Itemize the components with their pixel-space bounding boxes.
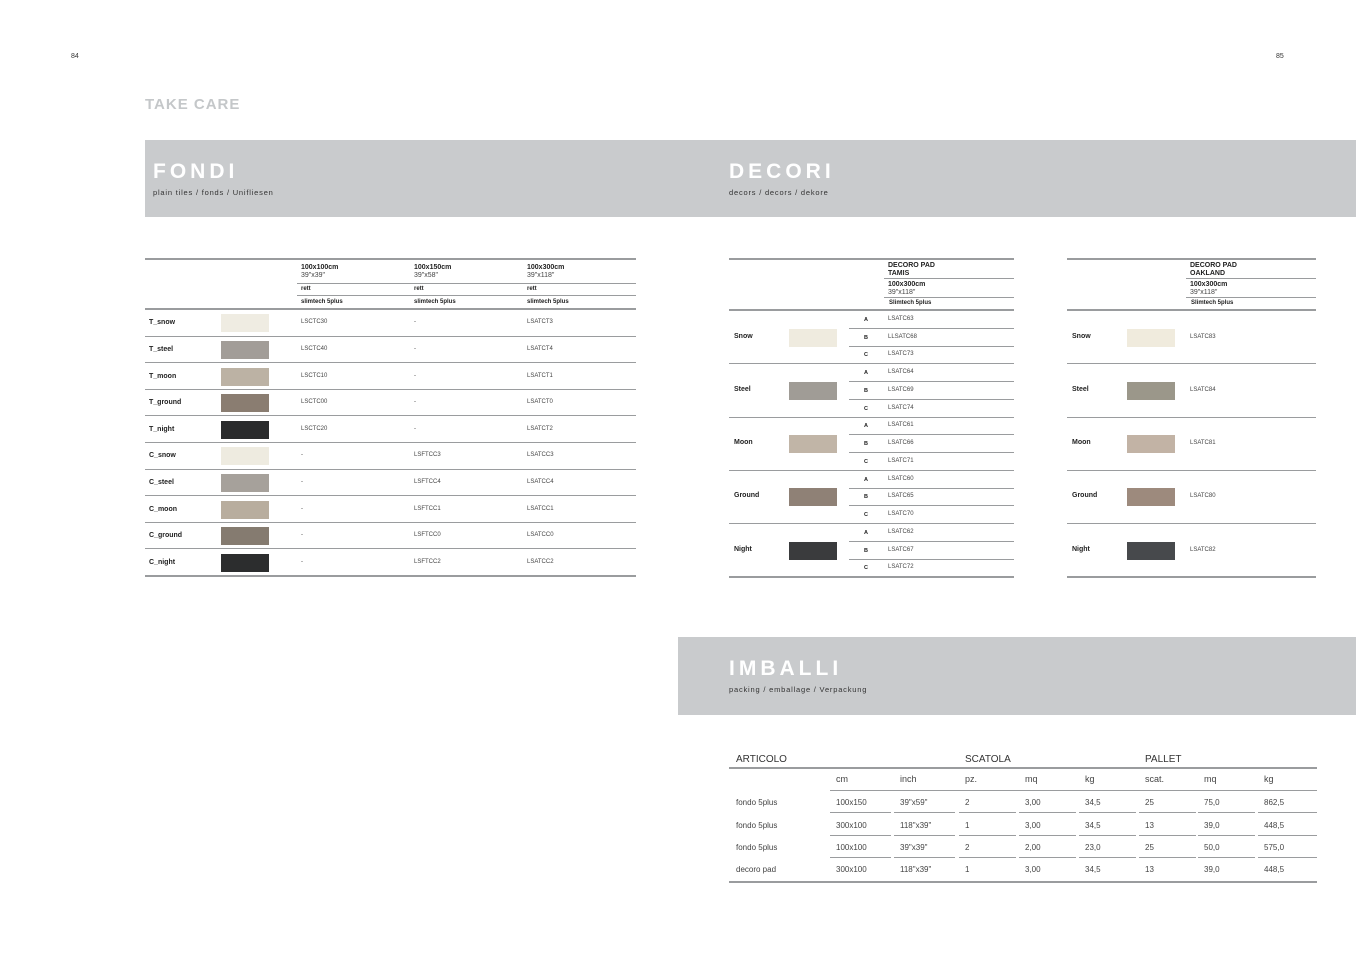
tamis-header-rule (729, 309, 1014, 311)
table-cell: 50,0 (1204, 843, 1220, 852)
table-cell: 300x100 (836, 820, 867, 830)
col-size: 100x150cm (414, 264, 452, 271)
cell-rule (1258, 857, 1317, 858)
row-rule (1067, 470, 1316, 471)
fondi-row-name: T_ground (149, 399, 182, 407)
oakland-row-name: Ground (1072, 492, 1098, 500)
product-code: LSATC84 (1190, 386, 1216, 393)
row-rule (145, 548, 636, 549)
fondi-row-name: T_snow (149, 319, 176, 327)
table-cell: 13 (1145, 820, 1154, 830)
table-cell: 1 (965, 865, 970, 875)
variant-letter: B (864, 334, 868, 341)
table-cell: 23,0 (1085, 843, 1101, 852)
page-number-left: 84 (71, 53, 79, 60)
variant-rule (849, 505, 1014, 506)
variant-letter: B (864, 441, 868, 448)
color-swatch (221, 554, 269, 572)
product-code: LSCTC00 (301, 399, 328, 406)
product-code: LSATCT3 (527, 319, 553, 326)
variant-letter: B (864, 494, 868, 501)
variant-letter: C (864, 405, 868, 412)
oakland-header-rule (1067, 309, 1316, 311)
product-code: LSATC62 (888, 528, 914, 535)
row-rule (145, 522, 636, 523)
fondi-title: FONDI (153, 160, 239, 183)
product-code: - (301, 505, 303, 512)
color-swatch (221, 474, 269, 492)
tamis-group-name: Ground (734, 492, 760, 500)
variant-rule (849, 328, 1014, 329)
color-swatch (221, 501, 269, 519)
cell-rule (1079, 812, 1136, 813)
fondi-subtitle: plain tiles / fonds / Unifliesen (153, 188, 274, 197)
color-swatch (1127, 329, 1175, 347)
product-code: - (414, 319, 416, 326)
fondi-col-header (414, 264, 451, 280)
table-cell: 25 (1145, 843, 1154, 852)
product-code: LSATC61 (888, 422, 914, 429)
row-rule (145, 415, 636, 416)
oakland-size: 100x300cm (1190, 281, 1228, 288)
color-swatch (1127, 542, 1175, 560)
cell-rule (959, 812, 1016, 813)
table-cell: 2,00 (1025, 843, 1041, 852)
product-code: LSATCC2 (527, 558, 554, 565)
tamis-top-rule (729, 258, 1014, 260)
group-rule (729, 417, 1014, 418)
cell-rule (1258, 812, 1317, 813)
color-swatch (789, 382, 837, 400)
product-code: LSATC74 (888, 404, 914, 411)
article-name: decoro pad (736, 865, 777, 875)
product-code: LSATC69 (888, 386, 914, 393)
tamis-size: 100x300cm (888, 281, 926, 288)
col-inch: 39"x58" (414, 272, 439, 279)
product-code: LSATC63 (888, 315, 914, 322)
color-swatch (789, 329, 837, 347)
product-code: LSATC65 (888, 493, 914, 500)
variant-letter: A (864, 316, 868, 323)
cell-rule (894, 857, 955, 858)
color-swatch (221, 527, 269, 545)
product-code: LSATC64 (888, 369, 914, 376)
table-cell: 100x150 (836, 798, 867, 808)
col-type: slimtech 5plus (301, 299, 343, 305)
article-name: fondo 5plus (736, 798, 778, 808)
table-cell: 39"x39" (900, 843, 928, 852)
oakland-rule (1186, 278, 1316, 279)
table-cell: 39,0 (1204, 820, 1220, 830)
group-rule (729, 576, 1014, 578)
oakland-rule (1186, 297, 1316, 298)
oakland-title-2: OAKLAND (1190, 270, 1225, 277)
cell-rule (830, 835, 891, 836)
product-code: - (301, 532, 303, 539)
row-rule (1067, 523, 1316, 524)
column-header: mq (1025, 774, 1038, 784)
tamis-group-name: Snow (734, 332, 753, 340)
column-header: pz. (965, 774, 978, 784)
variant-rule (849, 381, 1014, 382)
col-type: slimtech 5plus (527, 299, 569, 305)
imballi-title: IMBALLI (729, 657, 843, 680)
variant-letter: C (864, 565, 868, 572)
row-rule (145, 495, 636, 496)
variant-letter: C (864, 512, 868, 519)
oakland-row-name: Moon (1072, 439, 1091, 447)
product-code: LSCTC30 (301, 319, 328, 326)
fondi-header-rule (145, 308, 636, 310)
table-cell: 118"x39" (900, 820, 932, 830)
product-code: LSATCC4 (527, 478, 554, 485)
brand-heading: TAKE CARE (145, 96, 241, 113)
tamis-group-name: Night (734, 545, 752, 553)
oakland-inch: 39"x118" (1190, 289, 1218, 296)
product-code: - (301, 558, 303, 565)
fondi-row-name: T_moon (149, 372, 177, 380)
table-cell: 39"x59" (900, 798, 928, 808)
variant-rule (849, 434, 1014, 435)
variant-rule (849, 452, 1014, 453)
table-cell: 448,5 (1264, 820, 1285, 830)
col-type: slimtech 5plus (414, 299, 456, 305)
row-rule (145, 575, 636, 577)
product-code: - (414, 399, 416, 406)
col-inch: 39"x118" (527, 272, 555, 279)
cell-rule (1079, 857, 1136, 858)
fondi-rule (297, 295, 636, 296)
fondi-row-name: T_steel (149, 345, 174, 353)
decori-title: DECORI (729, 160, 835, 183)
column-header: scat. (1145, 774, 1165, 784)
article-name: fondo 5plus (736, 820, 778, 830)
variant-rule (849, 541, 1014, 542)
table-cell: 39,0 (1204, 865, 1220, 875)
variant-letter: A (864, 476, 868, 483)
group-rule (729, 470, 1014, 471)
color-swatch (789, 542, 837, 560)
oakland-row-name: Snow (1072, 332, 1091, 340)
table-cell: 3,00 (1025, 865, 1041, 875)
table-cell: 13 (1145, 865, 1154, 875)
table-cell: 2 (965, 798, 970, 808)
group-articolo: ARTICOLO (736, 754, 787, 765)
bottom-rule (729, 881, 1317, 883)
cell-rule (1139, 857, 1196, 858)
group-pallet: PALLET (1145, 754, 1182, 765)
table-cell: 1 (965, 820, 970, 830)
oakland-title-1: DECORO PAD (1190, 262, 1237, 269)
product-code: LSATC66 (888, 440, 914, 447)
fondi-row-name: C_steel (149, 478, 174, 486)
table-cell: 3,00 (1025, 820, 1041, 830)
product-code: LSATCT0 (527, 399, 553, 406)
cell-rule (1019, 857, 1076, 858)
product-code: LSCTC40 (301, 345, 328, 352)
row-rule (1067, 576, 1316, 578)
product-code: - (414, 372, 416, 379)
oakland-header (1190, 262, 1237, 278)
row-rule (145, 389, 636, 390)
table-cell: 34,5 (1085, 798, 1101, 808)
product-code: LSATC83 (1190, 333, 1216, 340)
variant-letter: A (864, 370, 868, 377)
cell-rule (1019, 835, 1076, 836)
product-code: - (414, 425, 416, 432)
product-code: LSATC81 (1190, 440, 1216, 447)
decori-subtitle: decors / decors / dekore (729, 188, 829, 197)
table-cell: 100x100 (836, 843, 867, 852)
product-code: LSFTCC3 (414, 452, 441, 459)
tamis-group-name: Moon (734, 439, 753, 447)
group-rule (729, 523, 1014, 524)
tamis-size-block (888, 281, 925, 297)
col-finish: rett (301, 286, 311, 292)
cell-rule (1079, 835, 1136, 836)
fondi-row-name: C_snow (149, 452, 176, 460)
imballi-subtitle: packing / emballage / Verpackung (729, 685, 868, 694)
variant-letter: A (864, 423, 868, 430)
variant-rule (849, 559, 1014, 560)
cell-rule (1198, 812, 1255, 813)
row-rule (145, 442, 636, 443)
cell-rule (894, 835, 955, 836)
fondi-row-name: C_moon (149, 505, 177, 513)
imballi-top-rule (729, 767, 1317, 769)
cell-rule (894, 812, 955, 813)
product-code: LSATC60 (888, 475, 914, 482)
color-swatch (221, 368, 269, 386)
cell-rule (1258, 835, 1317, 836)
page-number-right: 85 (1276, 53, 1284, 60)
tamis-title-2: TAMIS (888, 270, 910, 277)
fondi-top-rule (145, 258, 636, 260)
table-cell: 34,5 (1085, 820, 1101, 830)
cell-rule (959, 857, 1016, 858)
product-code: LSATC70 (888, 511, 914, 518)
col-size: 100x100cm (301, 264, 339, 271)
column-header: kg (1085, 774, 1095, 784)
variant-rule (849, 488, 1014, 489)
color-swatch (789, 488, 837, 506)
oakland-size-block (1190, 281, 1227, 297)
tamis-title-1: DECORO PAD (888, 262, 935, 269)
product-code: LSCTC10 (301, 372, 328, 379)
table-cell: 75,0 (1204, 798, 1220, 808)
color-swatch (221, 341, 269, 359)
variant-letter: B (864, 547, 868, 554)
product-code: LSATCT1 (527, 372, 553, 379)
row-rule (145, 362, 636, 363)
color-swatch (221, 447, 269, 465)
col-finish: rett (527, 286, 537, 292)
cell-rule (830, 812, 891, 813)
cell-rule (1019, 812, 1076, 813)
fondi-row-name: C_ground (149, 532, 183, 540)
cell-rule (959, 835, 1016, 836)
oakland-row-name: Steel (1072, 385, 1089, 393)
group-scatola: SCATOLA (965, 754, 1011, 765)
color-swatch (1127, 435, 1175, 453)
table-cell: 118"x39" (900, 865, 932, 875)
row-rule (1067, 417, 1316, 418)
product-code: - (301, 478, 303, 485)
color-swatch (1127, 382, 1175, 400)
product-code: LSATC67 (888, 546, 914, 553)
column-header: kg (1264, 774, 1274, 784)
header-rule (830, 790, 1317, 791)
product-code: LSATC80 (1190, 493, 1216, 500)
product-code: LSFTCC1 (414, 505, 441, 512)
column-header: cm (836, 774, 848, 784)
cell-rule (1198, 857, 1255, 858)
col-finish: rett (414, 286, 424, 292)
color-swatch (221, 421, 269, 439)
product-code: LSATC73 (888, 351, 914, 358)
product-code: LSFTCC4 (414, 478, 441, 485)
fondi-col-header (527, 264, 564, 280)
product-code: LSFTCC0 (414, 532, 441, 539)
tamis-header (888, 262, 935, 278)
color-swatch (221, 314, 269, 332)
article-name: fondo 5plus (736, 843, 778, 852)
col-size: 100x300cm (527, 264, 565, 271)
row-rule (145, 336, 636, 337)
color-swatch (789, 435, 837, 453)
table-cell: 862,5 (1264, 798, 1285, 808)
variant-rule (849, 399, 1014, 400)
fondi-row-name: C_night (149, 558, 176, 566)
column-header: mq (1204, 774, 1217, 784)
product-code: LSATC82 (1190, 546, 1216, 553)
tamis-group-name: Steel (734, 385, 751, 393)
oakland-top-rule (1067, 258, 1316, 260)
table-cell: 448,5 (1264, 865, 1285, 875)
variant-letter: C (864, 352, 868, 359)
variant-letter: B (864, 387, 868, 394)
col-inch: 39"x39" (301, 272, 326, 279)
variant-rule (849, 346, 1014, 347)
product-code: LSATC72 (888, 564, 914, 571)
product-code: LLSATC68 (888, 333, 917, 340)
table-cell: 34,5 (1085, 865, 1101, 875)
cell-rule (1198, 835, 1255, 836)
tamis-rule (884, 278, 1014, 279)
cell-rule (1139, 835, 1196, 836)
tamis-rule (884, 297, 1014, 298)
product-code: LSATCC1 (527, 505, 554, 512)
tamis-inch: 39"x118" (888, 289, 916, 296)
product-code: LSCTC20 (301, 425, 328, 432)
table-cell: 300x100 (836, 865, 867, 875)
product-code: - (414, 345, 416, 352)
fondi-rule (297, 283, 636, 284)
table-cell: 2 (965, 843, 970, 852)
color-swatch (1127, 488, 1175, 506)
product-code: LSATCC3 (527, 452, 554, 459)
product-code: LSFTCC2 (414, 558, 441, 565)
row-rule (1067, 363, 1316, 364)
column-header: inch (900, 774, 917, 784)
oakland-type: Slimtech 5plus (1191, 300, 1234, 306)
color-swatch (221, 394, 269, 412)
product-code: LSATCT2 (527, 425, 553, 432)
table-cell: 575,0 (1264, 843, 1285, 852)
product-code: LSATCT4 (527, 345, 553, 352)
product-code: LSATC71 (888, 457, 914, 464)
row-rule (145, 469, 636, 470)
cell-rule (1139, 812, 1196, 813)
tamis-type: Slimtech 5plus (889, 300, 932, 306)
product-code: LSATCC0 (527, 532, 554, 539)
group-rule (729, 363, 1014, 364)
oakland-row-name: Night (1072, 545, 1090, 553)
product-code: - (301, 452, 303, 459)
table-cell: 25 (1145, 798, 1154, 808)
fondi-col-header (301, 264, 338, 280)
table-cell: 3,00 (1025, 798, 1041, 808)
cell-rule (830, 857, 891, 858)
variant-letter: C (864, 458, 868, 465)
fondi-row-name: T_night (149, 425, 175, 433)
variant-letter: A (864, 529, 868, 536)
